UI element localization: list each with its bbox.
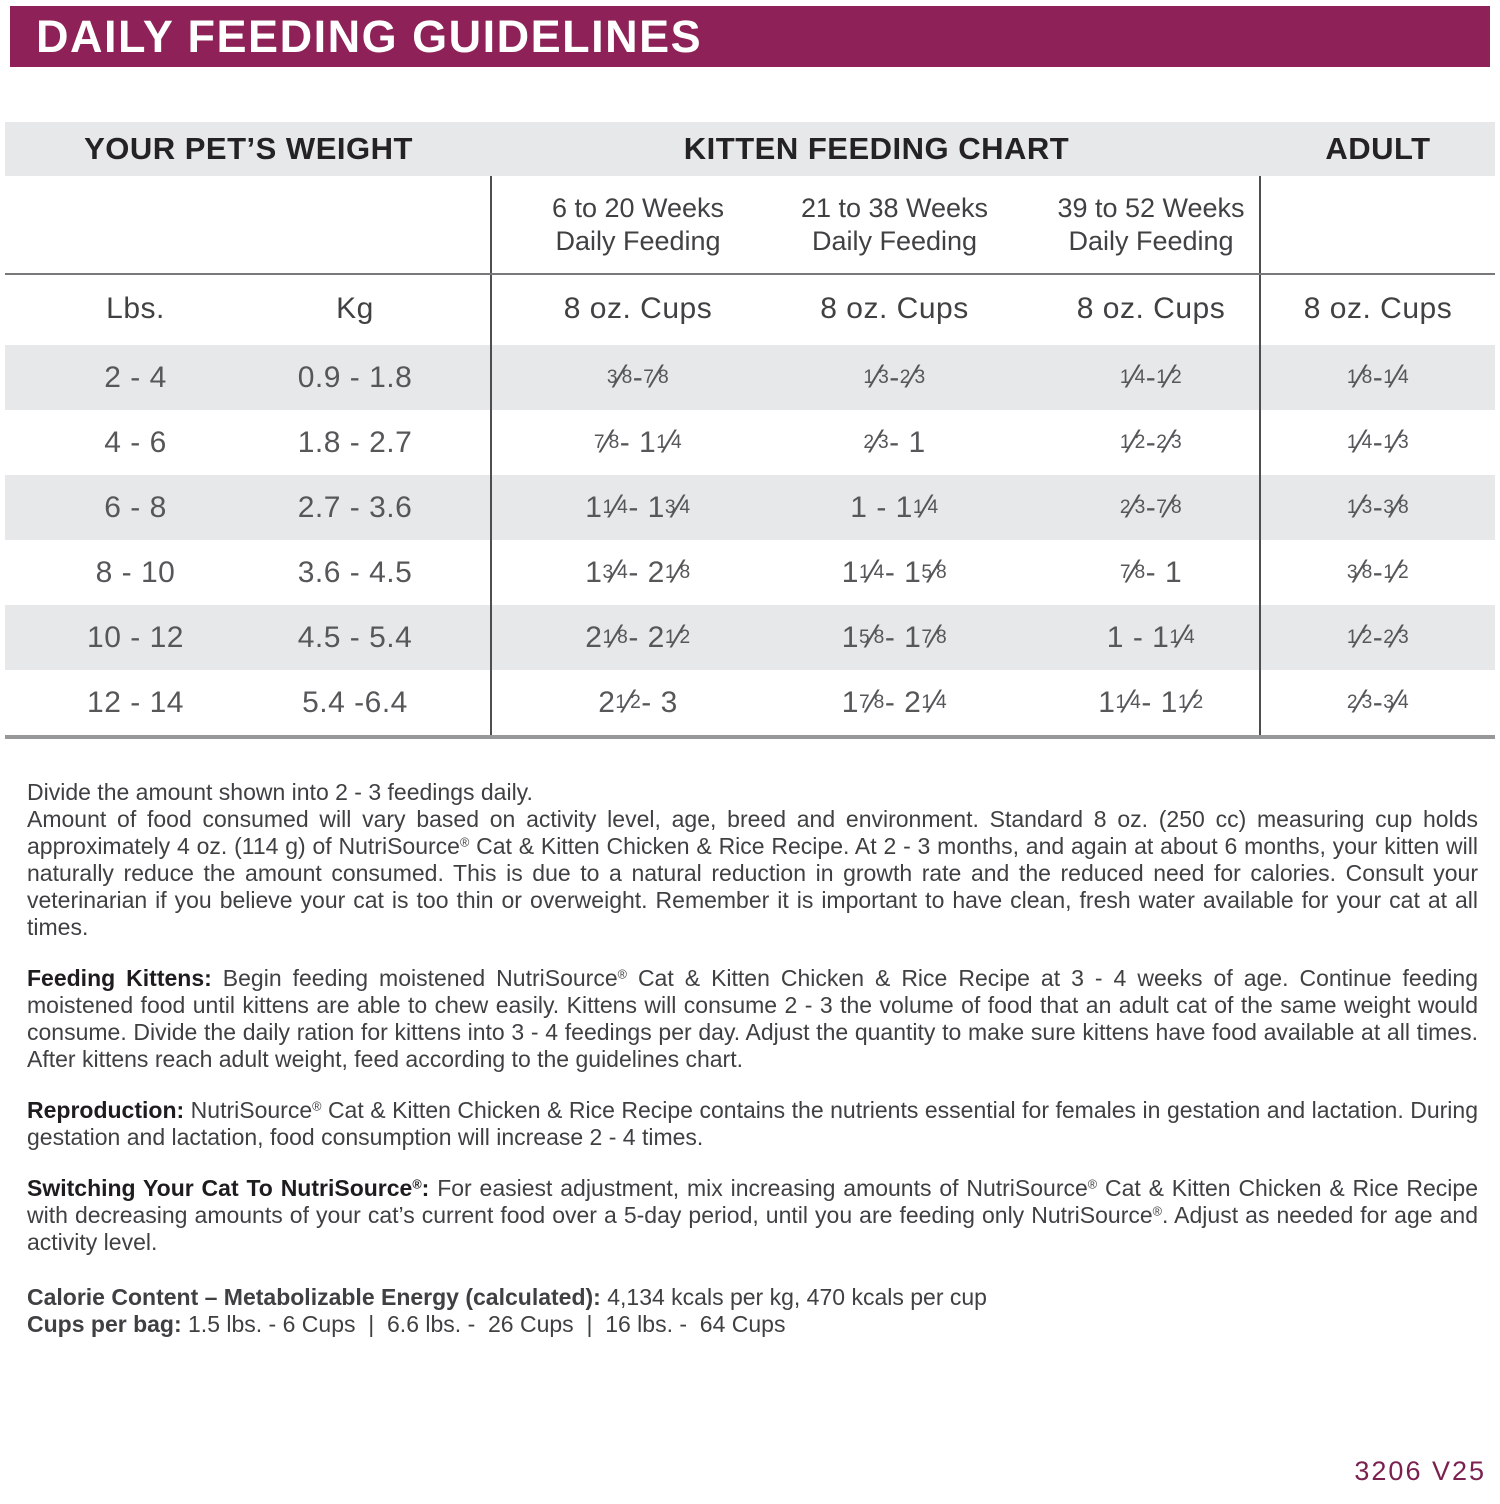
cell-adult: 3 ⁄ 8 - 1 ⁄ 2 — [1346, 555, 1410, 590]
cell-kg: 0.9 - 1.8 — [297, 360, 413, 394]
cell-kitten-21-38: 2 ⁄ 3 - 1 — [863, 425, 926, 460]
cell-lbs: 6 - 8 — [104, 490, 167, 524]
age-range-label: 39 to 52 Weeks — [1057, 192, 1245, 223]
age-range-label: 21 to 38 Weeks — [800, 192, 989, 223]
age-column-6-20-weeks — [510, 176, 766, 273]
cell-kitten-21-38: 1 5 ⁄ 8 - 1 7 ⁄ 8 — [841, 620, 948, 655]
unit-header-cups-3: 8 oz. Cups — [1076, 292, 1226, 325]
note-switching-label: Switching Your Cat To NutriSource®: — [27, 1175, 430, 1201]
note-feeding-kittens — [27, 965, 1478, 1073]
table-row — [5, 540, 1495, 605]
note-reproduction-text: NutriSource® Cat & Kitten Chicken & Rice Recipe contains the nutrients essential for females in gestation and lactation. During gestation and lactation, food consumption will increase 2 - 4 times. — [27, 1097, 1479, 1150]
age-column-39-52-weeks — [1023, 176, 1279, 273]
cell-kitten-39-52: 1 1 ⁄ 4 - 1 1 ⁄ 2 — [1098, 685, 1204, 720]
daily-feeding-guidelines-page — [0, 6, 1500, 1486]
unit-header-cups-1: 8 oz. Cups — [563, 292, 713, 325]
cups-per-bag-line — [27, 1311, 1478, 1338]
cell-kitten-39-52: 1 ⁄ 4 - 1 ⁄ 2 — [1119, 360, 1183, 395]
calorie-content-block — [27, 1284, 1478, 1338]
column-header-pet-weight: YOUR PET’S WEIGHT — [84, 131, 413, 166]
cell-lbs: 4 - 6 — [104, 425, 167, 459]
note-general-text: Amount of food consumed will vary based on activity level, age, breed and environment. Standard 8 oz. (250 cc) measuring cup holds approximately 4 oz. (114 g) of NutriSource® Cat & Kitten Chicken & Rice Recipe. At 2 - 3 months, and again at about 6 months, your kitten will naturally reduce the amount consumed. This is due to a natural reduction in growth rate and the reduced need for calories. Consult your veterinarian if you believe your cat is too thin or overweight. Remember it is important to have clean, fresh water available for your cat at all times. — [27, 806, 1478, 940]
note-feeding-kittens-text: Begin feeding moistened NutriSource® Cat & Kitten Chicken & Rice Recipe at 3 - 4 weeks of age. Continue feeding moistened food until kittens are able to chew easily. Kittens will consume 2 - 3 the volume of food that an adult cat of the same weight would consume. Divide the daily ration for kittens into 3 - 4 feedings per day. Adjust the quantity to make sure kittens have food available at all times. After kittens reach adult weight, feed according to the guidelines chart. — [27, 965, 1478, 1072]
cell-kg: 3.6 - 4.5 — [297, 555, 413, 589]
age-range-label: 6 to 20 Weeks — [551, 192, 725, 223]
cell-kitten-39-52: 1 - 1 1 ⁄ 4 — [1106, 620, 1196, 655]
units-header-row — [5, 273, 1495, 345]
table-row — [5, 410, 1495, 475]
calorie-content-value: 4,134 kcals per kg, 470 kcals per cup — [607, 1284, 987, 1310]
footer-code: 3206 V25 — [1354, 1456, 1486, 1486]
note-divide-line: Divide the amount shown into 2 - 3 feedings daily. — [27, 779, 533, 805]
cell-kitten-39-52: 7 ⁄ 8 - 1 — [1119, 555, 1183, 590]
feeding-chart-table — [5, 122, 1495, 739]
note-feeding-kittens-label: Feeding Kittens: — [27, 965, 212, 991]
table-row — [5, 475, 1495, 540]
section-header-row — [5, 122, 1495, 176]
cell-adult: 1 ⁄ 8 - 1 ⁄ 4 — [1346, 360, 1410, 395]
cell-kg: 1.8 - 2.7 — [297, 425, 413, 459]
cups-per-bag-label: Cups per bag: — [27, 1311, 182, 1337]
table-row — [5, 345, 1495, 410]
cell-kg: 4.5 - 5.4 — [297, 620, 413, 654]
note-switching-text: For easiest adjustment, mix increasing amounts of NutriSource® Cat & Kitten Chicken & Rice Recipe with decreasing amounts of your cat’s current food over a 5-day period, until you are feeding only NutriSource®. Adjust as needed for age and activity level. — [27, 1175, 1479, 1255]
cell-lbs: 2 - 4 — [104, 360, 167, 394]
table-row — [5, 605, 1495, 670]
note-general — [27, 779, 1478, 941]
unit-header-cups-2: 8 oz. Cups — [820, 292, 969, 325]
cell-kitten-21-38: 1 ⁄ 3 - 2 ⁄ 3 — [863, 360, 926, 395]
cell-kitten-6-20: 1 1 ⁄ 4 - 1 3 ⁄ 4 — [585, 490, 691, 525]
calorie-content-line — [27, 1284, 1478, 1311]
cell-kitten-6-20: 2 1 ⁄ 8 - 2 1 ⁄ 2 — [585, 620, 691, 655]
cups-per-bag-value: 1.5 lbs. - 6 Cups | 6.6 lbs. - 26 Cups | 16 lbs. - 64 Cups — [188, 1311, 786, 1337]
cell-lbs: 8 - 10 — [95, 555, 176, 589]
daily-feeding-label: Daily Feeding — [555, 225, 721, 256]
age-column-21-38-weeks — [766, 176, 1023, 273]
note-reproduction — [27, 1097, 1478, 1151]
cell-kg: 2.7 - 3.6 — [297, 490, 413, 524]
cell-kitten-6-20: 7 ⁄ 8 - 1 1 ⁄ 4 — [593, 425, 683, 460]
page-title: DAILY FEEDING GUIDELINES — [36, 10, 703, 62]
cell-kitten-6-20: 3 ⁄ 8 - 7 ⁄ 8 — [606, 360, 670, 395]
unit-header-cups-adult: 8 oz. Cups — [1303, 292, 1453, 325]
column-header-adult: ADULT — [1325, 131, 1431, 166]
daily-feeding-label: Daily Feeding — [811, 225, 978, 256]
cell-adult: 1 ⁄ 3 - 3 ⁄ 8 — [1346, 490, 1410, 525]
cell-kitten-39-52: 2 ⁄ 3 - 7 ⁄ 8 — [1119, 490, 1183, 525]
age-range-header-row — [5, 176, 1495, 273]
cell-kitten-6-20: 1 3 ⁄ 4 - 2 1 ⁄ 8 — [585, 555, 691, 590]
notes-section — [0, 779, 1500, 1338]
cell-kitten-21-38: 1 7 ⁄ 8 - 2 1 ⁄ 4 — [841, 685, 948, 720]
note-reproduction-label: Reproduction: — [27, 1097, 185, 1123]
note-switching — [27, 1175, 1478, 1256]
cell-kitten-6-20: 2 1 ⁄ 2 - 3 — [598, 685, 678, 720]
cell-kitten-21-38: 1 - 1 1 ⁄ 4 — [850, 490, 939, 525]
unit-header-kg: Kg — [336, 292, 374, 325]
column-header-kitten-feeding-chart: KITTEN FEEDING CHART — [683, 131, 1070, 166]
title-bar — [10, 6, 1490, 67]
table-rule-units — [5, 273, 1495, 275]
calorie-content-label: Calorie Content – Metabolizable Energy (calculated): — [27, 1284, 601, 1310]
daily-feeding-label: Daily Feeding — [1068, 225, 1234, 256]
unit-header-lbs: Lbs. — [106, 292, 165, 325]
cell-kitten-21-38: 1 1 ⁄ 4 - 1 5 ⁄ 8 — [841, 555, 948, 590]
table-row — [5, 670, 1495, 735]
cell-kitten-39-52: 1 ⁄ 2 - 2 ⁄ 3 — [1119, 425, 1183, 460]
cell-lbs: 12 - 14 — [87, 685, 184, 719]
cell-adult: 1 ⁄ 4 - 1 ⁄ 3 — [1346, 425, 1410, 460]
cell-lbs: 10 - 12 — [87, 620, 184, 654]
cell-kg: 5.4 -6.4 — [302, 685, 408, 719]
cell-adult: 2 ⁄ 3 - 3 ⁄ 4 — [1346, 685, 1410, 720]
table-divider-left — [490, 176, 492, 735]
table-divider-right — [1259, 176, 1261, 735]
cell-adult: 1 ⁄ 2 - 2 ⁄ 3 — [1346, 620, 1410, 655]
